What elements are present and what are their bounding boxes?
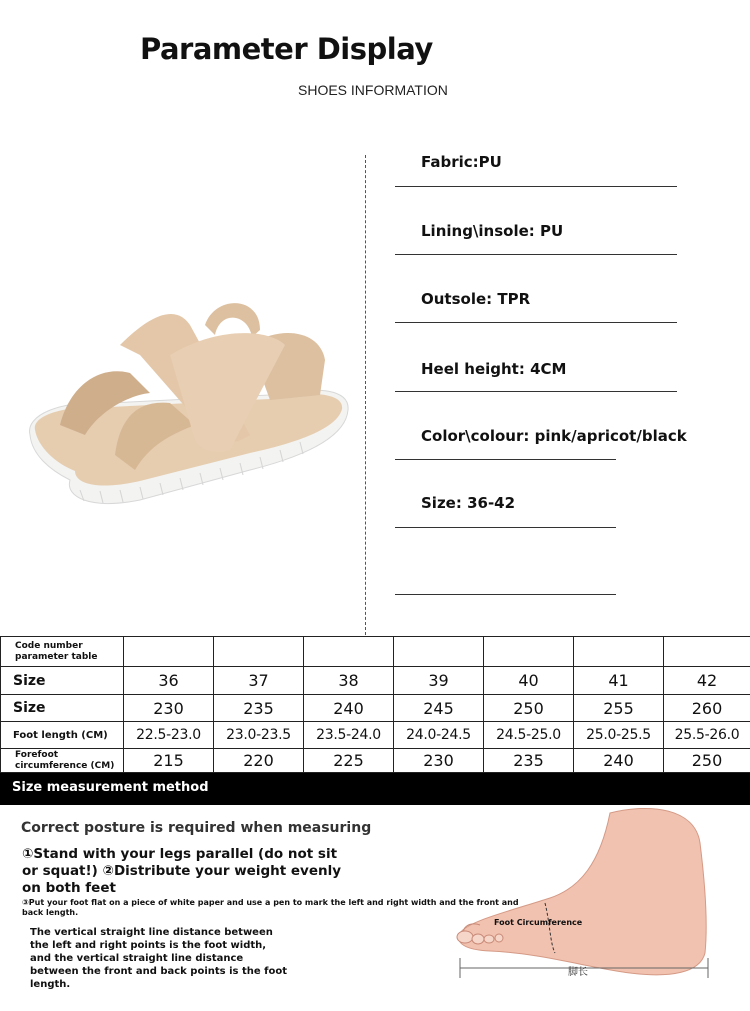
- table-cell: 22.5-23.0: [124, 722, 214, 749]
- table-cell: 220: [214, 749, 304, 773]
- table-cell: 230: [124, 695, 214, 722]
- table-cell: 25.5-26.0: [664, 722, 750, 749]
- table-cell: 235: [214, 695, 304, 722]
- row-label-size-code: Size: [1, 695, 124, 722]
- row-label-forefoot: Forefoot circumference (CM): [1, 749, 124, 773]
- divider-line: [365, 155, 366, 635]
- measurement-explanation: The vertical straight line distance between the left and right points is the foot width, and the vertical straight line distance between the front and back points is the foot length.: [30, 927, 287, 990]
- table-cell: 235: [484, 749, 574, 773]
- spec-lining: Lining\insole: PU: [421, 222, 564, 240]
- table-row: [1, 695, 750, 722]
- spec-rule: [395, 254, 677, 255]
- table-cell: 240: [304, 695, 394, 722]
- table-cell: 250: [664, 749, 750, 773]
- table-cell: 23.0-23.5: [214, 722, 304, 749]
- spec-heel-height: Heel height: 4CM: [421, 360, 567, 378]
- spec-rule: [395, 527, 616, 528]
- table-cell: 36: [124, 667, 214, 695]
- table-row: [1, 722, 750, 749]
- sandal-image: [20, 285, 360, 525]
- page-title: Parameter Display: [140, 32, 433, 66]
- step-three: ③Put your foot flat on a piece of white paper and use a pen to mark the left and right width and the front and back length.: [22, 898, 519, 917]
- table-row: [1, 667, 750, 695]
- table-cell: 24.5-25.0: [484, 722, 574, 749]
- table-cell: 255: [574, 695, 664, 722]
- measurement-section-header: Size measurement method: [0, 773, 750, 805]
- row-label-foot-length: Foot length (CM): [1, 722, 124, 749]
- table-cell: 245: [394, 695, 484, 722]
- table-cell: 25.0-25.5: [574, 722, 664, 749]
- steps-one-two: ①Stand with your legs parallel (do not sit or squat!) ②Distribute your weight evenly on both feet: [22, 846, 342, 896]
- table-cell: 260: [664, 695, 750, 722]
- table-cell: 225: [304, 749, 394, 773]
- foot-length-label: 脚长: [568, 967, 588, 978]
- table-cell: 24.0-24.5: [394, 722, 484, 749]
- spec-size: Size: 36-42: [421, 494, 516, 512]
- spec-color: Color\colour: pink/apricot/black: [421, 427, 687, 445]
- table-cell: 37: [214, 667, 304, 695]
- table-cell: 38: [304, 667, 394, 695]
- posture-heading: Correct posture is required when measuring: [21, 820, 372, 836]
- spec-rule: [395, 322, 677, 323]
- spec-rule: [395, 186, 677, 187]
- table-cell: 23.5-24.0: [304, 722, 394, 749]
- foot-diagram-image: [450, 803, 750, 993]
- spec-rule: [395, 459, 616, 460]
- spec-rule: [395, 391, 677, 392]
- table-cell: 40: [484, 667, 574, 695]
- spec-outsole: Outsole: TPR: [421, 290, 531, 308]
- table-cell: 41: [574, 667, 664, 695]
- spec-fabric: Fabric:PU: [421, 153, 502, 171]
- table-cell: 215: [124, 749, 214, 773]
- table-cell: 230: [394, 749, 484, 773]
- table-cell: 42: [664, 667, 750, 695]
- table-cell: 39: [394, 667, 484, 695]
- page-subtitle: SHOES INFORMATION: [298, 82, 448, 98]
- row-label-size: Size: [1, 667, 124, 695]
- spec-rule: [395, 594, 616, 595]
- table-cell: 240: [574, 749, 664, 773]
- size-table: [0, 636, 750, 773]
- table-row: [1, 749, 750, 773]
- table-corner-label: Code number parameter table: [1, 637, 124, 667]
- foot-circumference-label: Foot Circumference: [494, 918, 583, 927]
- table-row: [1, 637, 750, 667]
- table-cell: 250: [484, 695, 574, 722]
